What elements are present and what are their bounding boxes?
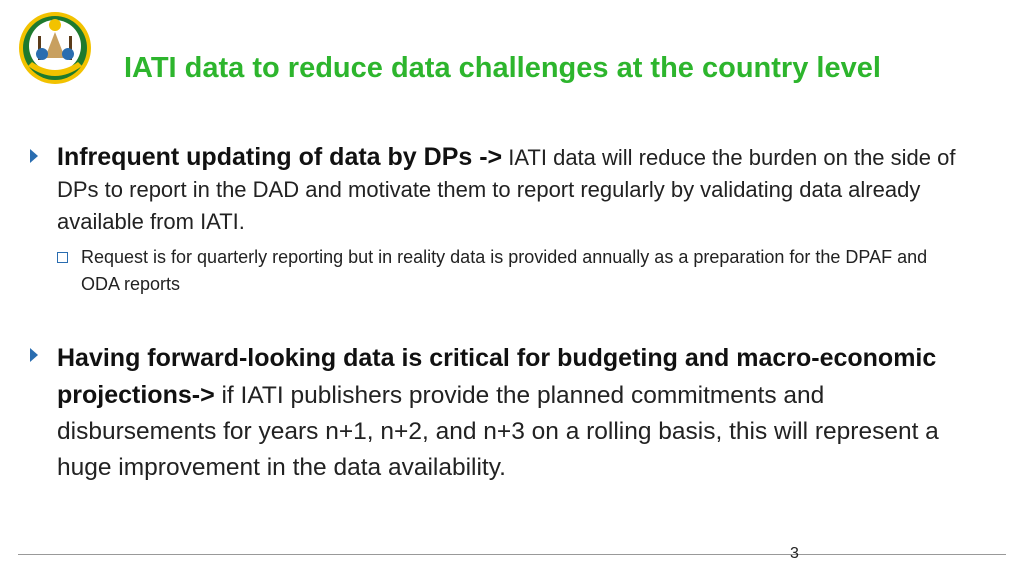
page-number: 3 bbox=[790, 545, 799, 562]
bullet-arrow-icon bbox=[30, 149, 38, 163]
square-bullet-icon bbox=[57, 252, 68, 263]
bullet-arrow-icon bbox=[30, 348, 38, 362]
bullet-infrequent-updating bbox=[30, 141, 960, 298]
sub-bullet bbox=[57, 244, 960, 298]
slide-title: IATI data to reduce data challenges at the country level bbox=[124, 52, 881, 84]
bullet-bold-text: Having forward-looking data is critical for budgeting and macro-economic projections-> bbox=[57, 344, 937, 409]
bullet-bold-text: Infrequent updating of data by DPs -> bbox=[57, 143, 503, 171]
bullet-text bbox=[57, 340, 960, 486]
footer-divider bbox=[18, 554, 1006, 555]
sub-bullet-text: Request is for quarterly reporting but in reality data is provided annually as a preparation for the DPAF and ODA reports bbox=[81, 247, 928, 294]
bullet-text bbox=[57, 141, 960, 238]
coat-of-arms-icon bbox=[14, 10, 96, 86]
bullet-body-text: if IATI publishers provide the planned commitments and disbursements for years n+1, n+2, and n+3 on a rolling basis, this will represent a huge improvement in the data availability. bbox=[57, 382, 939, 481]
bullet-forward-looking-data bbox=[30, 340, 960, 486]
bullet-body-text: IATI data will reduce the burden on the side of DPs to report in the DAD and motivate them to report regularly by validating data already available from IATI. bbox=[57, 145, 956, 234]
